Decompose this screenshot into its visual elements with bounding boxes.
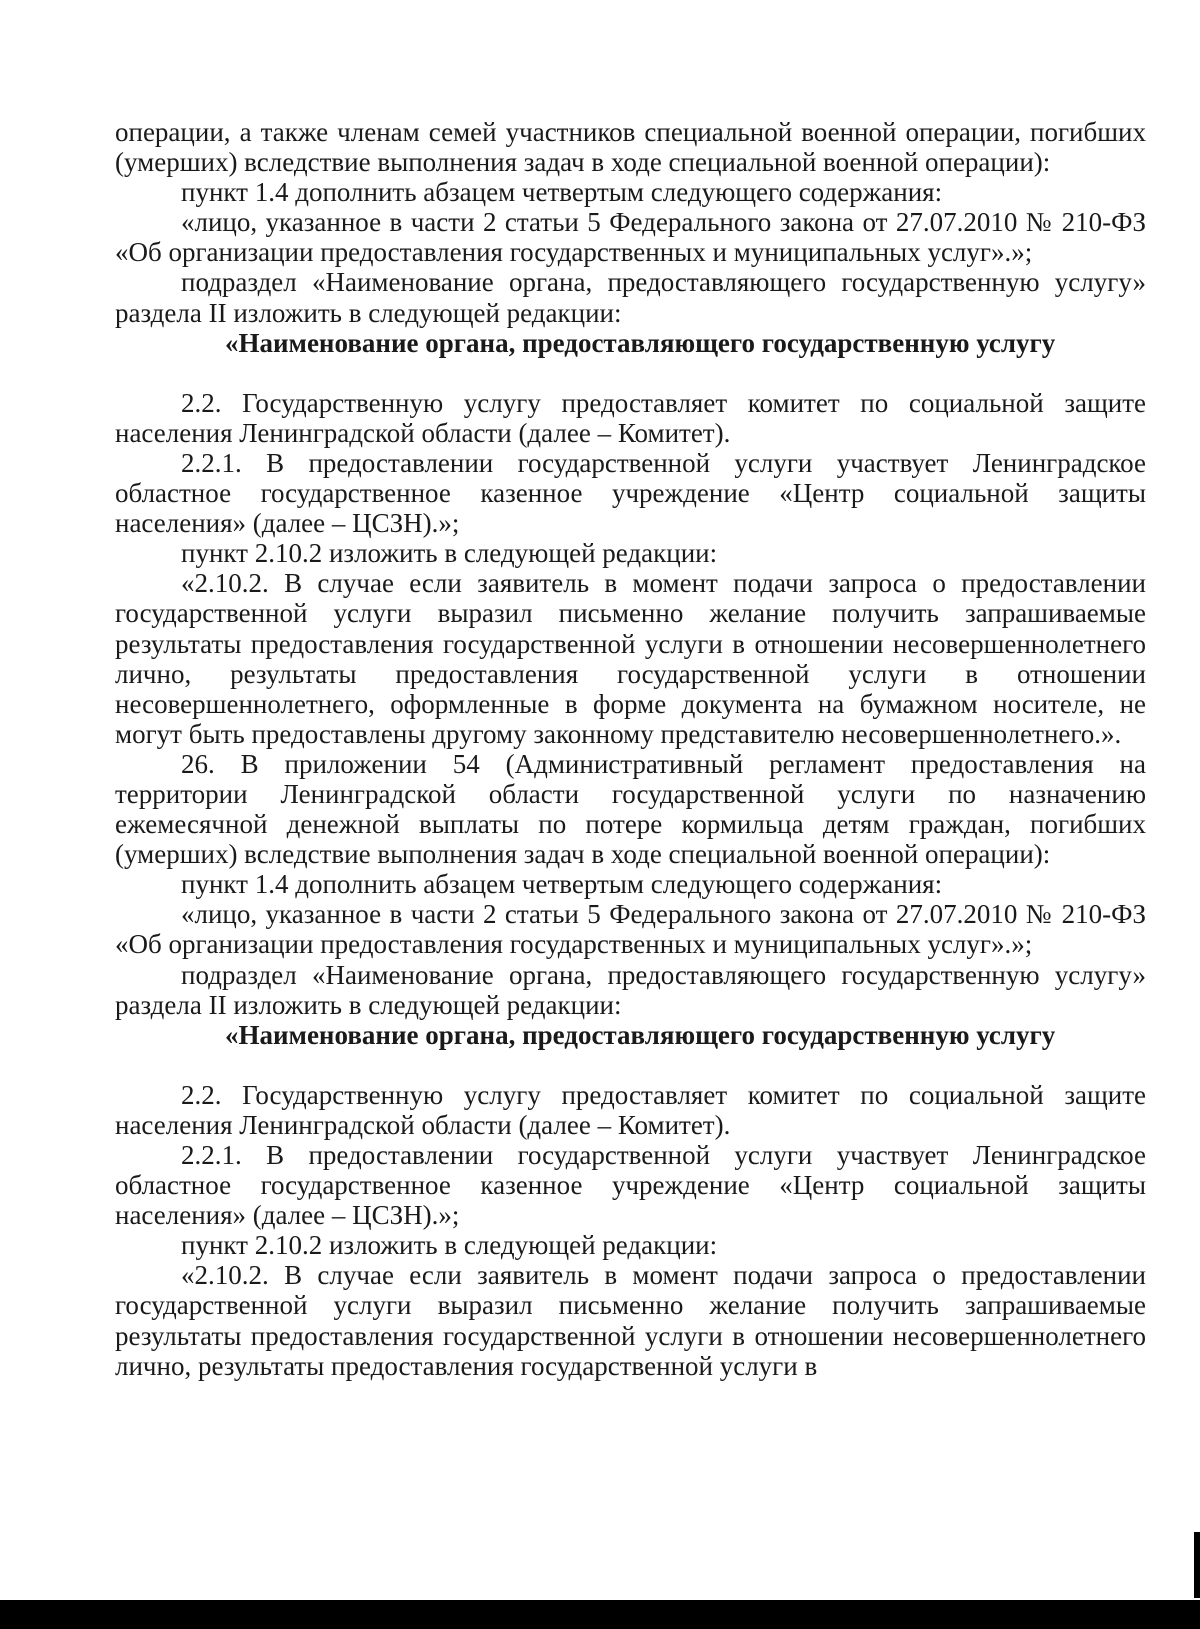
- paragraph-subsection-instruction: подраздел «Наименование органа, предоставляющего государственную услугу» раздела II изложить в следующей редакции:: [115, 959, 1146, 1020]
- paragraph-2-2: 2.2. Государственную услугу предоставляет комитет по социальной защите населения Ленинградской области (далее – Комитет).: [115, 1079, 1146, 1140]
- document-body: [115, 117, 1146, 1381]
- paragraph-clause-1-4-text: «лицо, указанное в части 2 статьи 5 Федерального закона от 27.07.2010 № 210-ФЗ «Об организации предоставления государственных и муниципальных услуг».»;: [115, 899, 1146, 960]
- paragraph-clause-2-10-2: пункт 2.10.2 изложить в следующей редакции:: [181, 1230, 718, 1261]
- paragraph-item-26: 26. В приложении 54 (Административный регламент предоставления на территории Ленинградской области государственной услуги по назначению ежемесячной денежной выплаты по потере кормильца детям граждан, погибших (умерших) вследствие выполнения задач в ходе специальной военной операции):: [115, 748, 1146, 870]
- paragraph-2-10-2-text: «2.10.2. В случае если заявитель в момент подачи запроса о предоставлении государственной услуги выразил письменно желание получить запрашиваемые результаты предоставления государственной услуги в отношении несовершеннолетнего лично, результаты предоставления государственной услуги в: [115, 1260, 1146, 1381]
- scan-bottom-band: [0, 1600, 1200, 1629]
- paragraph-clause-1-4: пункт 1.4 дополнить абзацем четвертым следующего содержания:: [181, 177, 943, 208]
- paragraph-2-2-1: 2.2.1. В предоставлении государственной услуги участвует Ленинградское областное государственное казенное учреждение «Центр социальной защиты населения» (далее – ЦСЗН).»;: [115, 447, 1146, 539]
- paragraph-subsection-instruction: подраздел «Наименование органа, предоставляющего государственную услугу» раздела II изложить в следующей редакции:: [115, 267, 1146, 328]
- paragraph-2-2: 2.2. Государственную услугу предоставляет комитет по социальной защите населения Ленинградской области (далее – Комитет).: [115, 387, 1146, 448]
- paragraph-2-10-2-text: «2.10.2. В случае если заявитель в момент подачи запроса о предоставлении государственной услуги выразил письменно желание получить запрашиваемые результаты предоставления государственной услуги в отношении несовершеннолетнего лично, результаты предоставления государственной услуги в отношении несовершеннолетнего, оформленные в форме документа на бумажном носителе, не могут быть предоставлены другому законному представителю несовершеннолетнего.».: [115, 568, 1146, 749]
- paragraph-clause-1-4: пункт 1.4 дополнить абзацем четвертым следующего содержания:: [181, 869, 943, 900]
- section-heading: «Наименование органа, предоставляющего государственную услугу: [225, 1019, 1056, 1050]
- section-heading: «Наименование органа, предоставляющего государственную услугу: [225, 327, 1056, 358]
- paragraph-clause-1-4-text: «лицо, указанное в части 2 статьи 5 Федерального закона от 27.07.2010 № 210-ФЗ «Об организации предоставления государственных и муниципальных услуг».»;: [115, 207, 1146, 268]
- paragraph-2-2-1: 2.2.1. В предоставлении государственной услуги участвует Ленинградское областное государственное казенное учреждение «Центр социальной защиты населения» (далее – ЦСЗН).»;: [115, 1140, 1146, 1231]
- paragraph-clause-2-10-2: пункт 2.10.2 изложить в следующей редакции:: [181, 538, 718, 569]
- scan-edge-mark: [1194, 1532, 1200, 1598]
- paragraph-intro-continuation: операции, а также членам семей участников специальной военной операции, погибших (умерших) вследствие выполнения задач в ходе специальной военной операции):: [115, 117, 1146, 178]
